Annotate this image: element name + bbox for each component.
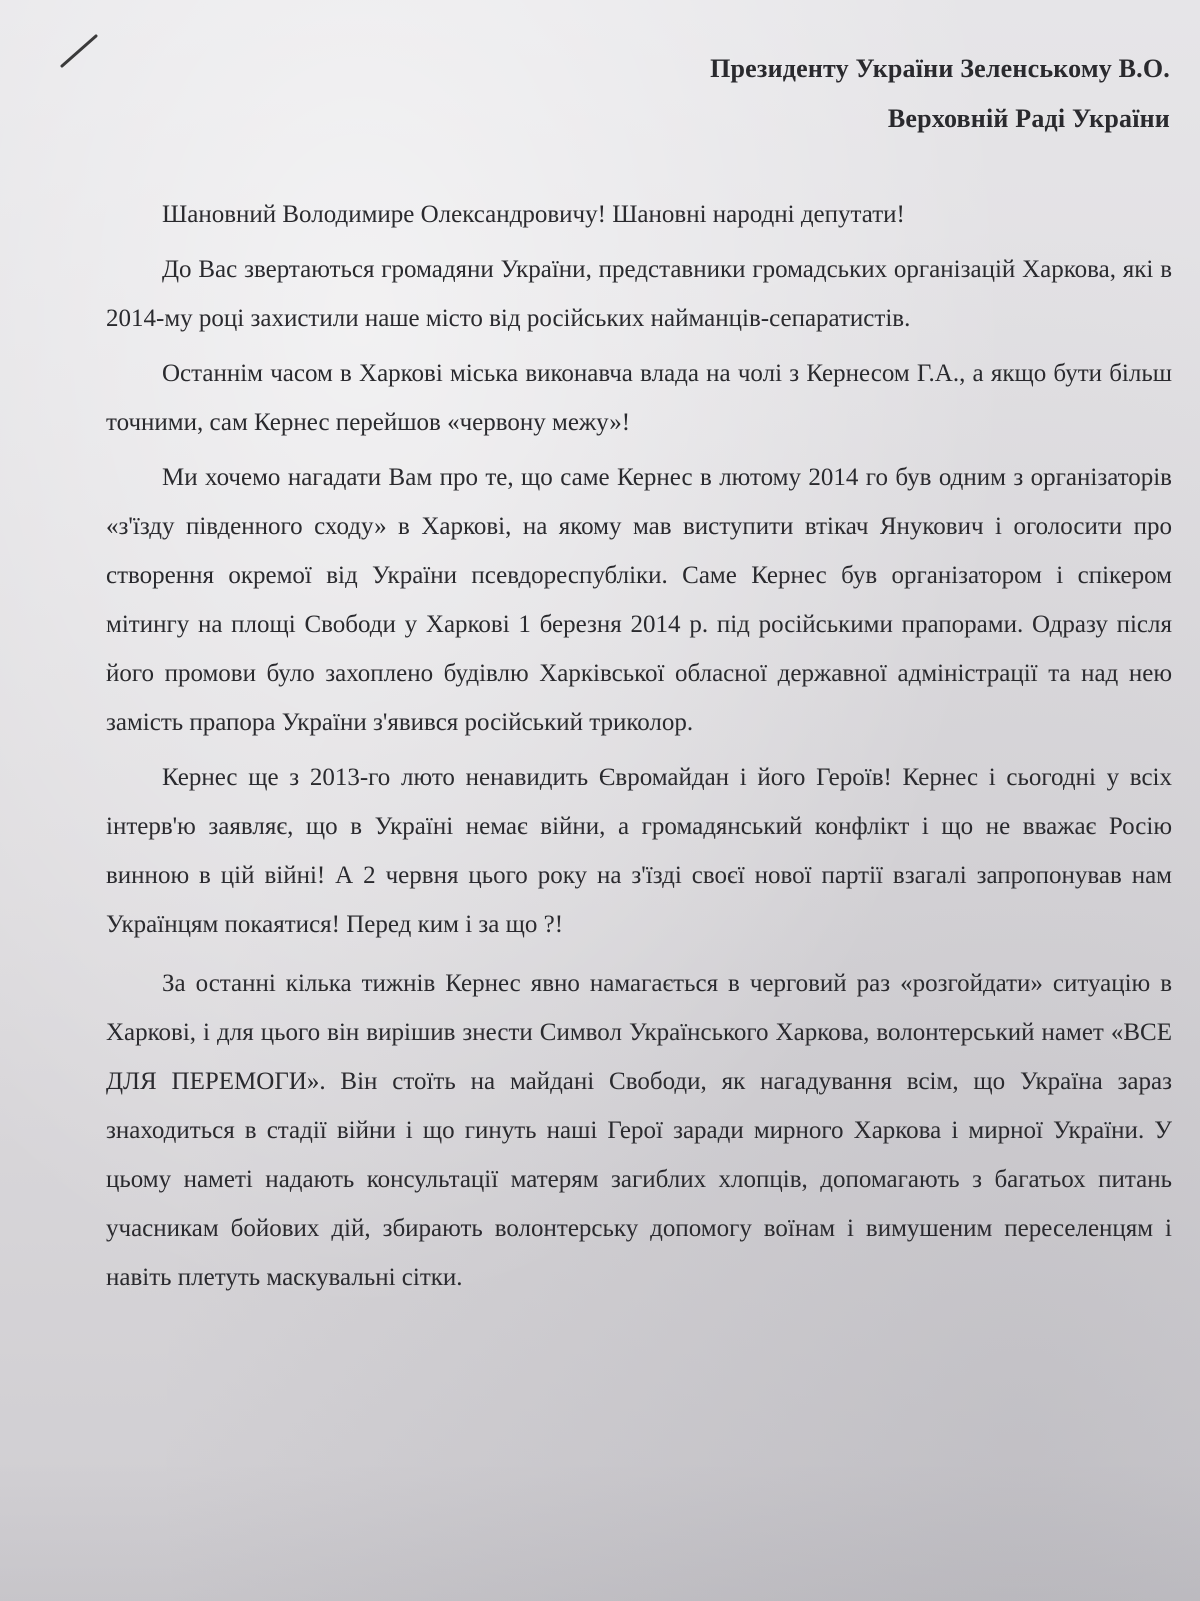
paragraph-intro: До Вас звертаються громадяни України, представники громадських організацій Харкова, які в 2014-му році захистили наше місто від російських найманців-сепаратистів. xyxy=(106,256,1172,332)
paragraph-euromaidan: Кернес ще з 2013-го люто ненавидить Євромайдан і його Героїв! Кернес і сьогодні у всіх інтерв'ю заявляє, що в Україні немає війни, а громадянський конфлікт і що не вважає Росію винною в цій війні! А 2 червня цього року на з'їзді своєї нової партії взагалі запропонував нам Українцям покаятися! Перед ким і за що ?! xyxy=(106,764,1172,938)
letter-body xyxy=(106,190,1172,1308)
paragraph-2014-events: Ми хочемо нагадати Вам про те, що саме Кернес в лютому 2014 го був одним з організаторів «з'їзду південного сходу» в Харкові, на якому мав виступити втікач Янукович і оголосити про створення окремої від України псевдореспубліки. Саме Кернес був організатором і спікером мітингу на площі Свободи у Харкові 1 березня 2014 р. під російськими прапорами. Одразу після його промови було захоплено будівлю Харківської обласної державної адміністрації та над нею замість прапора України з'явився російський триколор. xyxy=(106,464,1172,736)
salutation: Шановний Володимире Олександровичу! Шановні народні депутати! xyxy=(162,201,905,228)
addressee-president: Президенту України Зеленському В.О. xyxy=(710,54,1170,83)
photo-shadow xyxy=(0,1461,1200,1601)
pen-stroke-mark xyxy=(60,30,100,70)
paragraph-red-line: Останнім часом в Харкові міська виконавча влада на чолі з Кернесом Г.А., а якщо бути більш точними, сам Кернес перейшов «червону межу»! xyxy=(106,360,1172,436)
paragraph-volunteer-tent: За останні кілька тижнів Кернес явно намагається в черговий раз «розгойдати» ситуацію в Харкові, і для цього він вирішив знести Символ Українського Харкова, волонтерський намет «ВСЕ ДЛЯ ПЕРЕМОГИ». Він стоїть на майдані Свободи, як нагадування всім, що Україна зараз знаходиться в стадії війни і що гинуть наші Герої заради мирного Харкова і мирної України. У цьому наметі надають консультації матерям загиблих хлопців, допомагають з багатьох питань учасникам бойових дій, збирають волонтерську допомогу воїнам і вимушеним переселенцям і навіть плетуть маскувальні сітки. xyxy=(106,970,1172,1291)
addressee-block xyxy=(710,44,1170,144)
addressee-parliament: Верховній Раді України xyxy=(887,104,1170,133)
